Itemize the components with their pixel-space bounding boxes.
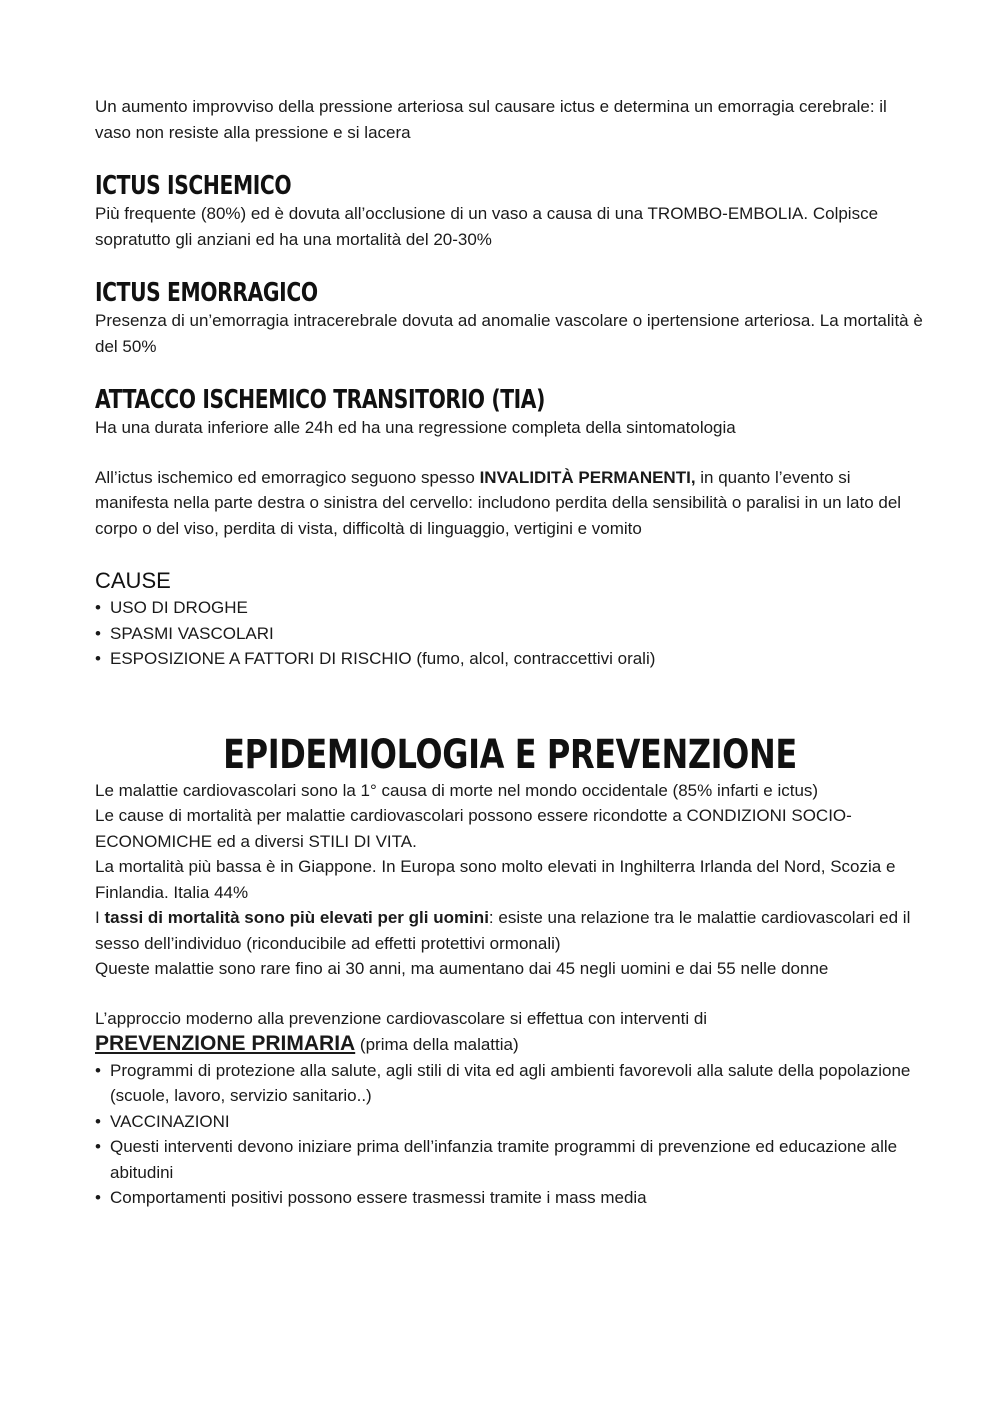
- document-page: [95, 94, 925, 1211]
- ictus-emorragico-heading: ICTUS EMORRAGICO: [95, 278, 318, 308]
- epidemiologia-p3: La mortalità più bassa è in Giappone. In Europa sono molto elevati in Inghilterra Irlanda del Nord, Scozia e Finlandia. Italia 44%: [95, 857, 896, 902]
- list-item: • ESPOSIZIONE A FATTORI DI RISCHIO (fumo, alcol, contraccettivi orali): [95, 646, 925, 672]
- prevenzione-intro: L’approccio moderno alla prevenzione cardiovascolare si effettua con interventi di: [95, 1008, 708, 1028]
- intro-paragraph: Un aumento improvviso della pressione arteriosa sul causare ictus e determina un emorragia cerebrale: il vaso non resiste alla pressione e si lacera: [95, 97, 887, 142]
- prevenzione-subtitle: (prima della malattia): [355, 1035, 519, 1054]
- list-item: • Programmi di protezione alla salute, agli stili di vita ed agli ambienti favorevoli alla salute della popolazione (scuole, lavoro, servizio sanitario..): [95, 1058, 925, 1109]
- epidemiologia-p4: [95, 905, 925, 956]
- epidemiologia-p4-before: I: [95, 908, 105, 927]
- tia-heading: ATTACCO ISCHEMICO TRANSITORIO (TIA): [95, 385, 545, 415]
- prevenzione-primaria-heading: PREVENZIONE PRIMARIA: [95, 1032, 356, 1055]
- list-item: • USO DI DROGHE: [95, 595, 925, 621]
- list-item: • VACCINAZIONI: [95, 1109, 925, 1135]
- ictus-ischemico-text: Più frequente (80%) ed è dovuta all’occlusione di un vaso a causa di una TROMBO-EMBOLIA. Colpisce sopratutto gli anziani ed ha una mortalità del 20-30%: [95, 204, 879, 249]
- invalidita-bold: INVALIDITÀ PERMANENTI,: [479, 467, 696, 487]
- epidemiologia-p2: Le cause di mortalità per malattie cardiovascolari possono essere ricondotte a CONDIZIONI SOCIO-ECONOMICHE ed a diversi STILI DI VITA.: [95, 806, 852, 851]
- invalidita-text-after: in quanto l’evento si manifesta nella parte destra o sinistra del cervello: includono perdita della sensibilità o paralisi in un lato del corpo o del viso, perdita di vista, difficoltà di linguaggio, vertigini e vomito: [95, 467, 902, 538]
- prevenzione-heading-line: [95, 1031, 925, 1058]
- cause-list: [95, 595, 925, 672]
- list-item: • Comportamenti positivi possono essere trasmessi tramite i mass media: [95, 1185, 925, 1211]
- tia-text: Ha una durata inferiore alle 24h ed ha una regressione completa della sintomatologia: [95, 418, 736, 437]
- ictus-ischemico-heading: ICTUS ISCHEMICO: [95, 171, 292, 201]
- invalidita-paragraph: [95, 465, 925, 542]
- list-item: • SPASMI VASCOLARI: [95, 621, 925, 647]
- invalidita-text-before: All’ictus ischemico ed emorragico seguono spesso: [95, 467, 480, 487]
- prevenzione-list: [95, 1058, 925, 1211]
- epidemiologia-heading: EPIDEMIOLOGIA E PREVENZIONE: [223, 731, 797, 778]
- ictus-emorragico-text: Presenza di un’emorragia intracerebrale dovuta ad anomalie vascolare o ipertensione arteriosa. La mortalità è del 50%: [95, 311, 923, 356]
- cause-heading: CAUSE: [95, 568, 171, 593]
- epidemiologia-p4-bold: tassi di mortalità sono più elevati per gli uomini: [104, 908, 489, 927]
- epidemiologia-p5: Queste malattie sono rare fino ai 30 anni, ma aumentano dai 45 negli uomini e dai 55 nelle donne: [95, 959, 829, 978]
- epidemiologia-p1: Le malattie cardiovascolari sono la 1° causa di morte nel mondo occidentale (85% infarti e ictus): [95, 780, 819, 800]
- epidemiologia-p4-after: : esiste una relazione tra le malattie cardiovascolari ed il sesso dell’individuo (riconducibile ad effetti protettivi ormonali): [95, 908, 911, 953]
- list-item: • Questi interventi devono iniziare prima dell’infanzia tramite programmi di prevenzione ed educazione alle abitudini: [95, 1134, 925, 1185]
